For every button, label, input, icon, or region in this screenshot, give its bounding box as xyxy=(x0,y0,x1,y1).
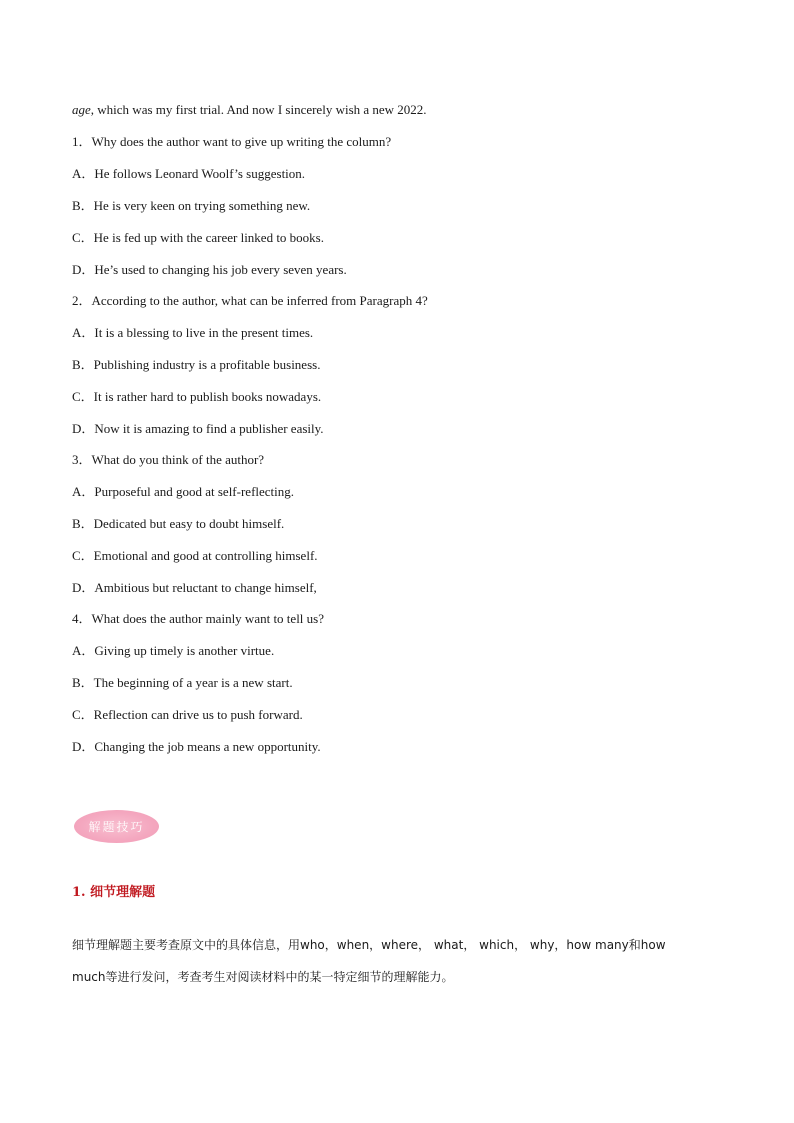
passage-tail-italic: age xyxy=(72,102,91,117)
passage-tail xyxy=(72,101,427,119)
question-2-option-b: B．Publishing industry is a profitable business. xyxy=(72,357,321,372)
question-4-option-a: A．Giving up timely is another virtue. xyxy=(72,643,275,658)
tips-badge xyxy=(74,810,159,843)
section-body-line-1: 细节理解题主要考查原文中的具体信息，用who，when，where， what， which， why，how many和how xyxy=(72,938,666,952)
question-2-option-c: C．It is rather hard to publish books nowadays. xyxy=(72,389,322,404)
tips-badge-label: 解题技巧 xyxy=(88,820,145,834)
question-4-option-b: B．The beginning of a year is a new start. xyxy=(72,675,293,690)
question-4-stem: 4．What does the author mainly want to tell us? xyxy=(72,611,324,626)
question-3-option-d: D．Ambitious but reluctant to change himself, xyxy=(72,580,317,595)
question-1-option-d: D．He’s used to changing his job every seven years. xyxy=(72,262,347,277)
question-1-option-a: A．He follows Leonard Woolf’s suggestion. xyxy=(72,166,306,181)
question-3-stem: 3．What do you think of the author? xyxy=(72,452,265,467)
question-4-option-c: C．Reflection can drive us to push forward. xyxy=(72,707,303,722)
question-3-option-a: A．Purposeful and good at self-reflecting. xyxy=(72,484,295,499)
section-body-line-2: much等进行发问，考查考生对阅读材料中的某一特定细节的理解能力。 xyxy=(72,970,454,984)
passage-tail-rest: , which was my first trial. And now I sincerely wish a new 2022. xyxy=(90,102,427,117)
question-2-option-a: A．It is a blessing to live in the present times. xyxy=(72,325,314,340)
question-2-stem: 2．According to the author, what can be inferred from Paragraph 4? xyxy=(72,293,428,308)
question-1-option-b: B．He is very keen on trying something new. xyxy=(72,198,311,213)
question-2-option-d: D．Now it is amazing to find a publisher easily. xyxy=(72,421,324,436)
section-title: 1. 细节理解题 xyxy=(72,885,156,900)
question-3-option-c: C．Emotional and good at controlling himself. xyxy=(72,548,318,563)
question-4-option-d: D．Changing the job means a new opportunity. xyxy=(72,739,321,754)
question-3-option-b: B．Dedicated but easy to doubt himself. xyxy=(72,516,285,531)
question-1-option-c: C．He is fed up with the career linked to books. xyxy=(72,230,324,245)
question-1-stem: 1．Why does the author want to give up writing the column? xyxy=(72,134,392,149)
